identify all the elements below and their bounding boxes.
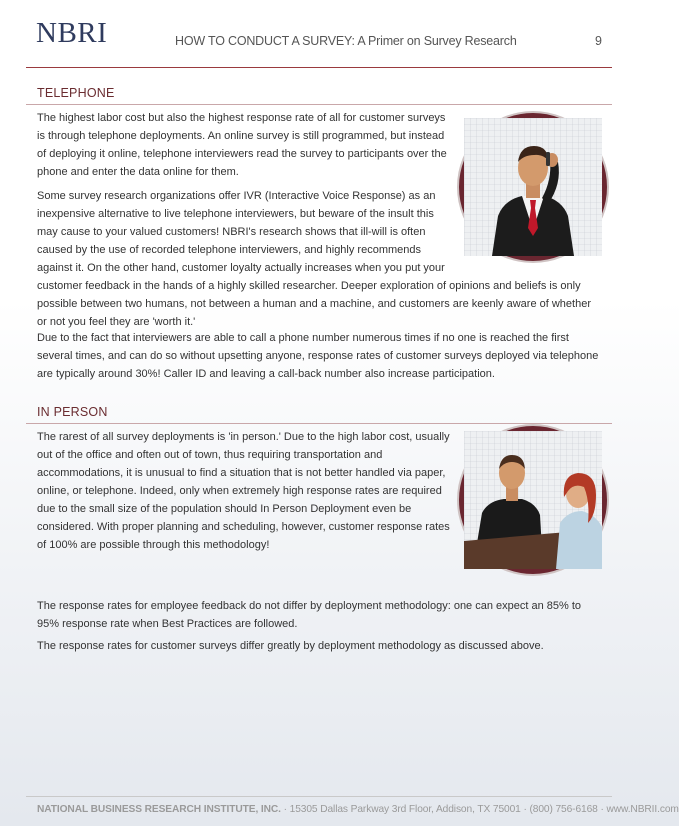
page-footer xyxy=(37,804,679,815)
section-divider xyxy=(26,104,612,105)
header-divider xyxy=(26,67,612,68)
telephone-paragraph-3: Due to the fact that interviewers are able to call a phone number numerous times if no one is reached the first several times, and can do so without upsetting anyone, response rates of customer surveys deployed via telephone are typically around 30%! Caller ID and leaving a call-back number also increase participation. xyxy=(37,332,599,380)
telephone-paragraph-1: The highest labor cost but also the highest response rate of all for customer surveys is through telephone deployments. An online survey is still programmed, but instead of deploying it online, telephone interviewers read the survey to participants over the phone and enter the data online for them. xyxy=(37,112,447,178)
man-on-phone-icon xyxy=(464,118,602,256)
closing-paragraph-1: The response rates for employee feedback do not differ by deployment methodology: one can expect an 85% to 95% response rate when Best Practices are followed. xyxy=(37,600,582,630)
page-number: 9 xyxy=(595,34,602,48)
in-person-paragraph: The rarest of all survey deployments is 'in person.' Due to the high labor cost, usually out of the office and often out of town, thus requiring transportation and accommodations, it is unusual to find a situation that is not better handled via paper, online, or telephone. Indeed, only when extremely high response rates are required due to the small size of the population should In Person Deployment even be considered. With proper planning and scheduling, however, customer response rates of 100% are possible through this methodology! xyxy=(37,431,450,551)
footer-contact-details: · 15305 Dallas Parkway 3rd Floor, Addison, TX 75001 · (800) 756-6168 · www.NBRII.com xyxy=(280,804,679,815)
telephone-paragraph-2a: Some survey research organizations offer IVR (Interactive Voice Response) as an inexpensive alternative to live telephone interviewers, but beware of the insult this may cause to your valued customers! NBRI's research shows that ill-will is often caused by the use of recorded telephone interviewers, and highly recommends against it. On the other hand, customer loyalty actually increases when you put your xyxy=(37,190,445,274)
section-heading-in-person: IN PERSON xyxy=(37,405,108,419)
section-divider xyxy=(26,423,612,424)
footer-divider xyxy=(26,796,612,797)
nbri-logo: NBRI xyxy=(36,17,108,49)
footer-organization: NATIONAL BUSINESS RESEARCH INSTITUTE, INC. xyxy=(37,804,281,815)
closing-paragraph-2: The response rates for customer surveys differ greatly by deployment methodology as discussed above. xyxy=(37,640,544,652)
section-heading-telephone: TELEPHONE xyxy=(37,86,115,100)
in-person-illustration xyxy=(459,426,607,574)
telephone-paragraph-2b: customer feedback in the hands of a highly skilled researcher. Deeper exploration of opinions and beliefs is only possible between two humans, not between a human and a machine, and customers are keenly aware of whether or not you feel they are 'worth it.' xyxy=(37,280,591,328)
document-title: HOW TO CONDUCT A SURVEY: A Primer on Survey Research xyxy=(175,34,517,48)
interview-icon xyxy=(464,431,602,569)
page-header xyxy=(0,0,638,68)
telephone-man-illustration xyxy=(459,113,607,261)
